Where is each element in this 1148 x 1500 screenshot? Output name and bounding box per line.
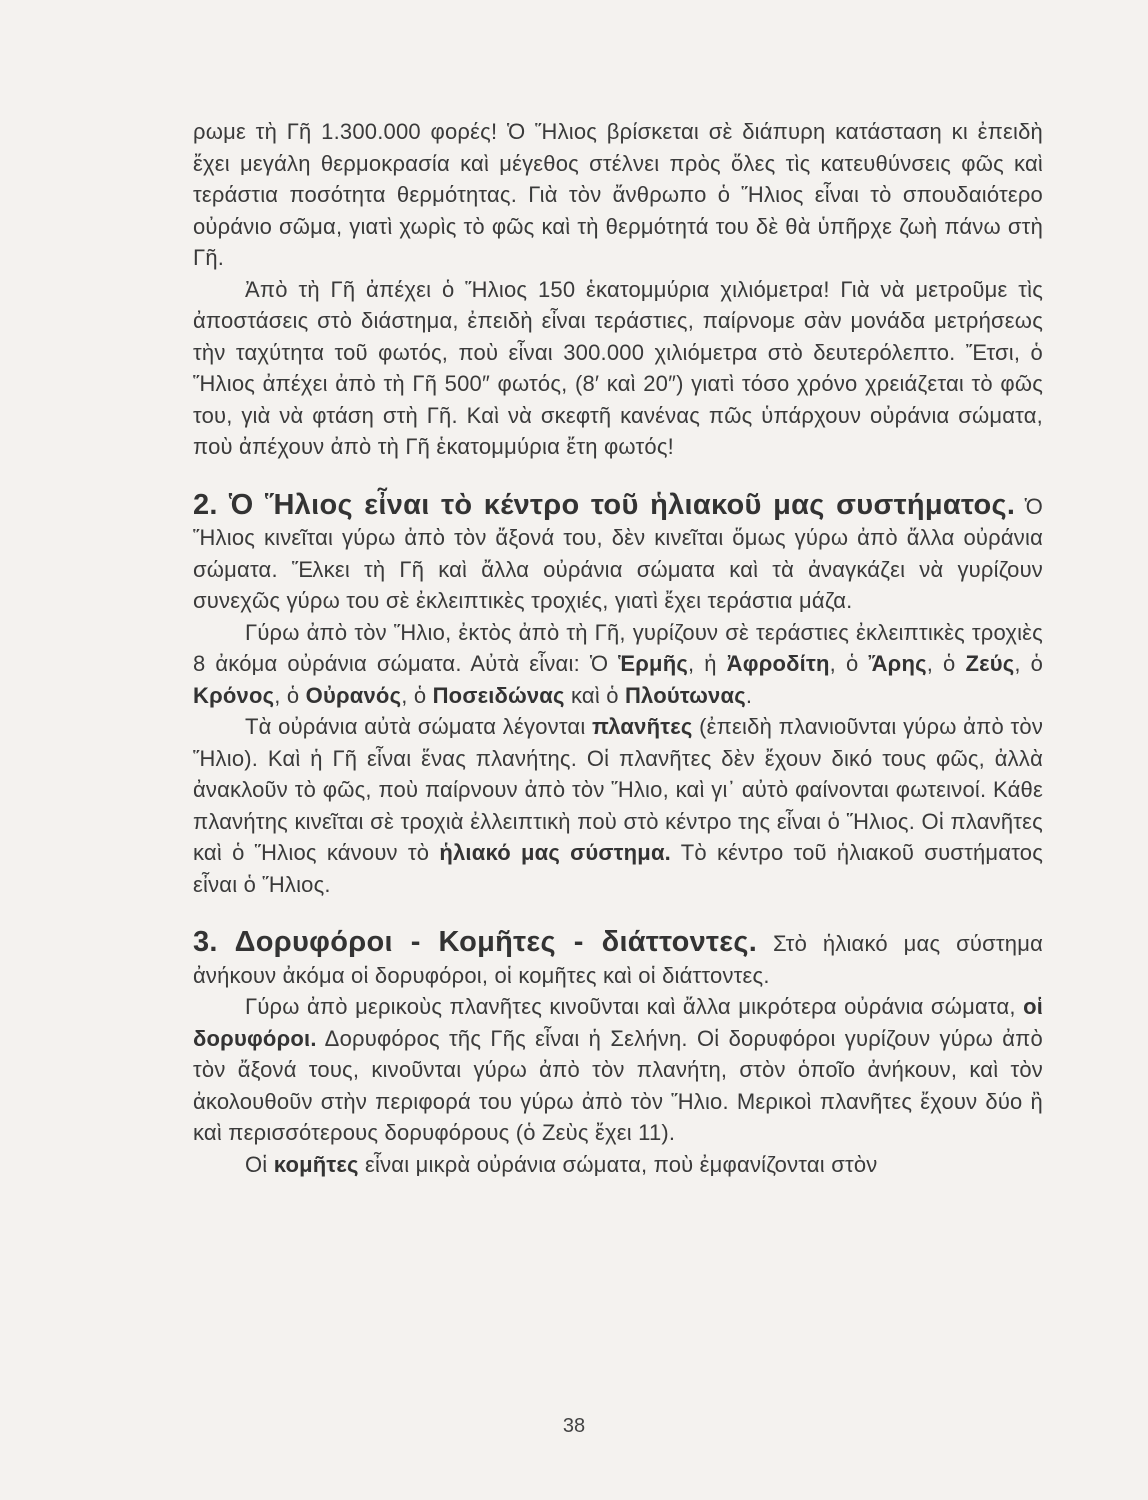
planet-ouranos: Οὐρανός [305,682,402,708]
article-o: ὁ [1030,651,1044,676]
article-o: ὁ [286,682,300,708]
satellites-text-b: Δορυφόρος τῆς Γῆς εἶναι ἡ Σελήνη. Οἱ δορυφόροι γυρίζουν γύρω ἀπὸ τὸν ἄξονά τους, κινοῦνται γύρω ἀπὸ τὸν πλανήτη, στὸν ὁποῖο ἀνήκουν, καὶ τὸν ἀκολουθοῦν στὴν περιφορά του γύρω ἀπὸ τὸν Ἥλιο. Μερικοὶ πλανῆτες ἔχουν δύο ἢ καὶ περισσότερους δορυφόρους (ὁ Ζεὺς ἔχει 11). [193,1025,1043,1145]
planet-kronos: Κρόνος [193,682,275,708]
term-comets: κομῆτες [273,1151,359,1177]
paragraph-sun-distance: Ἀπὸ τὴ Γῆ ἀπέχει ὁ Ἥλιος 150 ἑκατομμύρια χιλιόμετρα! Γιὰ νὰ μετροῦμε τὶς ἀποστάσεις στὸ διάστημα, ἐπειδὴ εἶναι τεράστιες, παίρνομε σὰν μονάδα μετρήσεως τὴν ταχύτητα τοῦ φωτός, ποὺ εἶναι 300.000 χιλιόμετρα στὸ δευτερόλεπτο. Ἔτσι, ὁ Ἥλιος ἀπέχει ἀπὸ τὴ Γῆ 500″ φωτός, (8′ καὶ 20″) γιατὶ τόσο χρόνο χρειάζεται τὸ φῶς του, γιὰ νὰ φτάση στὴ Γῆ. Καὶ νὰ σκεφτῆ κανένας πῶς ὑπάρχουν οὐράνια σώματα, ποὺ ἀπέχουν ἀπὸ τὴ Γῆ ἑκατομμύρια ἔτη φωτός! [193,276,1043,459]
comets-text-a: Οἱ [245,1151,268,1177]
article-o: ὁ [845,651,859,676]
paragraph-satellites [193,991,1043,1149]
planets-def-text-c: Τὸ κέντρο τοῦ ἡλιακοῦ συστήματος εἶναι ὁ Ἥλιος. [193,840,1044,897]
planets-def-text-b: (ἐπειδὴ πλανιοῦνται γύρω ἀπὸ τὸν Ἥλιο). Καὶ ἡ Γῆ εἶναι ἕνας πλανήτης. Οἱ πλανῆτες δὲν ἔχουν δικό τους φῶς, ἀλλὰ ἀνακλοῦν τὸ φῶς, ποὺ παίρνουν ἀπὸ τὸν Ἥλιο, καὶ γι᾽ αὐτὸ φαίνονται φωτεινοί. Κάθε πλανήτης κινεῖται σὲ τροχιὰ ἐλλειπτικὴ ποὺ στὸ κέντρο της εἶναι ὁ Ἥλιος. Οἱ πλανῆτες καὶ ὁ Ἥλιος κάνουν τὸ [193,714,1044,865]
paragraph-sun-heat: ρωμε τὴ Γῆ 1.300.000 φορές! Ὁ Ἥλιος βρίσκεται σὲ διάπυρη κατάσταση κι ἐπειδὴ ἔχει μεγάλη θερμοκρασία καὶ μέγεθος στέλνει πρὸς ὅλες τὶς κατευθύνσεις φῶς καὶ τεράστια ποσότητα θερμότητας. Γιὰ τὸν ἄνθρωπο ὁ Ἥλιος εἶναι τὸ σπουδαιότερο οὐράνιο σῶμα, γιατὶ χωρὶς τὸ φῶς καὶ τὴ θερμότητά του δὲ θὰ ὑπῆρχε ζωὴ πάνω στὴ Γῆ. [193,119,1043,270]
article-h: ἡ [704,651,717,676]
planet-aphrodite: Ἀφροδίτη [726,651,830,676]
section-3-lead-text: Στὸ ἡλιακό μας σύστημα ἀνήκουν ἀκόμα οἱ δορυφόροι, οἱ κομῆτες καὶ οἱ διάττοντες. [193,931,1044,988]
section-2-heading: 2. Ὁ Ἥλιος εἶναι τὸ κέντρο τοῦ ἡλιακοῦ μας συστήματος. [193,488,1016,521]
planet-ploutonas: Πλούτωνας [624,682,746,708]
term-solar-system: ἡλιακό μας σύστημα. [439,840,671,865]
page-number: 38 [562,1415,586,1437]
comets-text-b: εἶναι μικρὰ οὐράνια σώματα, ποὺ ἐμφανίζονται στὸν [365,1151,878,1177]
planet-ares: Ἄρης [868,651,927,676]
paragraph-planets-definition [193,711,1043,900]
satellites-text-a: Γύρω ἀπὸ μερικοὺς πλανῆτες κινοῦνται καὶ ἄλλα μικρότερα οὐράνια σώματα, [245,994,1016,1019]
page-content [193,116,1043,1180]
paragraph-comets [193,1149,1043,1181]
section-3-lead-paragraph [193,927,1043,991]
term-satellites: οἱ δορυφόροι. [193,994,1044,1051]
planets-def-text-a: Τὰ οὐράνια αὐτὰ σώματα λέγονται [245,714,586,739]
term-planites: πλανῆτες [592,714,693,739]
and-article: καὶ ὁ [570,682,619,708]
article-o: ὁ [413,682,427,708]
section-3-heading: 3. Δορυφόροι - Κομῆτες - διάττοντες. [193,926,758,958]
planet-poseidonas: Ποσειδώνας [432,682,565,708]
article-o: ὁ [943,651,956,676]
section-2-lead-text: Ὁ Ἥλιος κινεῖται γύρω ἀπὸ τὸν ἄξονά του, δὲν κινεῖται ὅμως γύρω ἀπὸ ἄλλα οὐράνια σώματα. Ἕλκει τὴ Γῆ καὶ ἄλλα οὐράνια σώματα καὶ τὰ ἀναγκάζει νὰ γυρίζουν συνεχῶς γύρω του σὲ ἐκλειπτικὲς τροχιές, γιατὶ ἔχει τεράστια μάζα. [193,493,1043,613]
paragraph-planets-list: Γύρω ἀπὸ τὸν Ἥλιο, ἐκτὸς ἀπὸ τὴ Γῆ, γυρίζουν σὲ τεράστιες ἐκλειπτικὲς τροχιὲς 8 ἀκόμα οὐράνια σώματα. Αὐτὰ εἶναι: Ὁ Ἑρμῆς, ἡ Ἀφροδίτη, ὁ Ἄρης, ὁ Ζεύς, ὁ Κρόνος, ὁ Οὐρανός, ὁ Ποσειδώνας καὶ ὁ Πλούτωνας. [193,619,1044,708]
planet-hermes: Ἑρμῆς [618,651,688,676]
planets-intro-text: Γύρω ἀπὸ τὸν Ἥλιο, ἐκτὸς ἀπὸ τὴ Γῆ, γυρίζουν σὲ τεράστιες ἐκλειπτικὲς τροχιὲς 8 ἀκόμα οὐράνια σώματα. Αὐτὰ εἶναι: Ὁ [193,619,1043,676]
section-2-lead-paragraph [193,490,1043,617]
planet-zeus: Ζεύς [965,651,1015,676]
